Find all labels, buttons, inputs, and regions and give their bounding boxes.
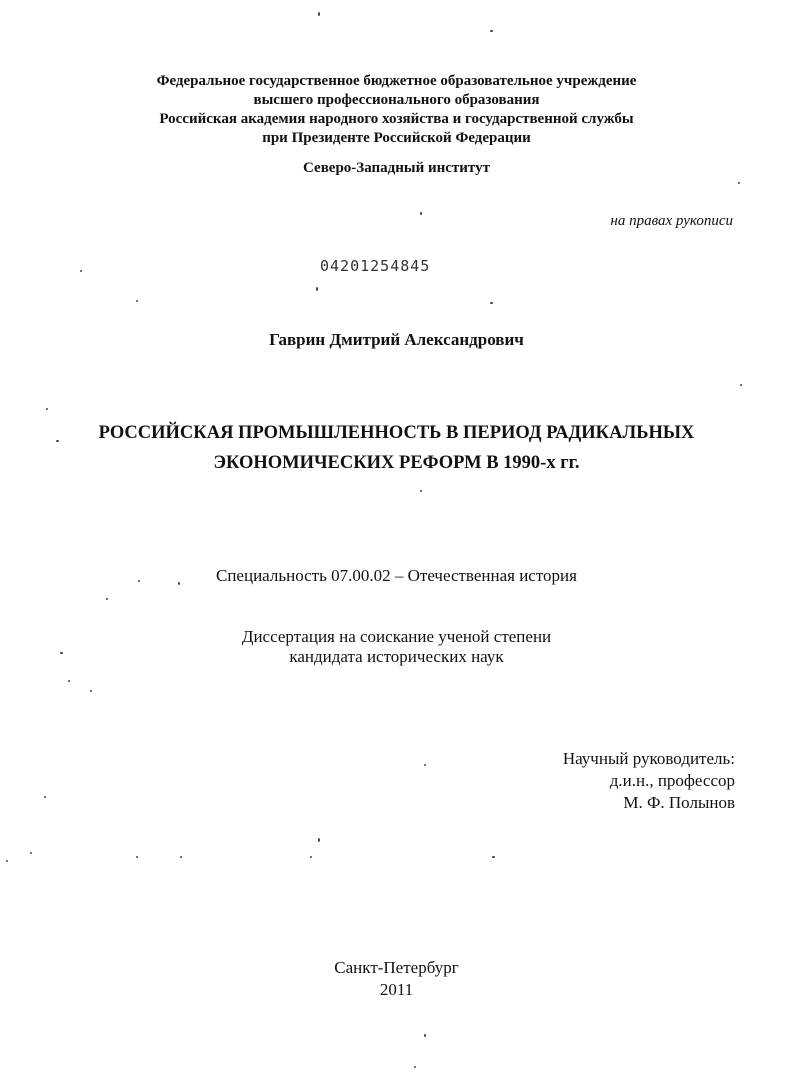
place-and-year <box>0 957 793 1001</box>
scan-speck <box>424 764 426 766</box>
scan-speck <box>56 440 59 442</box>
degree-line-2: кандидата исторических наук <box>289 647 504 666</box>
scan-speck <box>178 582 180 585</box>
branch-name: Северо-Западный институт <box>303 160 490 176</box>
scan-speck <box>318 12 320 16</box>
scan-speck <box>740 384 742 386</box>
dissertation-title <box>0 418 793 478</box>
specialty: Специальность 07.00.02 – Отечественная история <box>216 566 577 585</box>
institution-line-4: при Президенте Российской Федерации <box>262 130 531 146</box>
degree-line-1: Диссертация на соискание ученой степени <box>241 627 552 646</box>
institution-line-1: Федеральное государственное бюджетное образовательное учреждение <box>156 73 637 89</box>
institution-line-3: Российская академия народного хозяйства и государственной службы <box>159 111 634 127</box>
scan-speck <box>490 302 493 304</box>
scan-speck <box>490 30 493 32</box>
scan-speck <box>44 796 46 798</box>
scan-speck <box>180 856 182 858</box>
scan-speck <box>68 680 70 682</box>
year: 2011 <box>379 980 414 999</box>
scan-speck <box>424 1034 426 1037</box>
city: Санкт-Петербург <box>334 958 459 977</box>
scan-speck <box>318 838 320 842</box>
scan-speck <box>46 408 48 410</box>
institution-header <box>0 72 793 148</box>
supervisor-name: М. Ф. Полынов <box>623 793 735 812</box>
scan-speck <box>316 287 318 291</box>
supervisor-block <box>563 748 735 814</box>
scan-speck <box>90 690 92 692</box>
scan-speck <box>420 212 422 215</box>
scan-speck <box>60 652 63 654</box>
scan-speck <box>30 852 32 854</box>
scan-speck <box>6 860 8 862</box>
scan-speck <box>414 1066 416 1068</box>
title-line-1: РОССИЙСКАЯ ПРОМЫШЛЕННОСТЬ В ПЕРИОД РАДИКАЛЬНЫХ <box>98 423 695 443</box>
author-name: Гаврин Дмитрий Александрович <box>269 330 524 349</box>
title-line-2: ЭКОНОМИЧЕСКИХ РЕФОРМ В 1990-х гг. <box>213 453 580 473</box>
scan-speck <box>136 300 138 302</box>
degree-statement <box>0 627 793 667</box>
scan-speck <box>136 856 138 858</box>
inventory-number: 04201254845 <box>320 257 431 275</box>
scan-speck <box>80 270 82 272</box>
supervisor-label: Научный руководитель: <box>562 749 735 768</box>
supervisor-degree: д.и.н., профессор <box>609 771 735 790</box>
scan-speck <box>106 598 108 600</box>
scan-speck <box>420 490 422 492</box>
scan-speck <box>138 580 140 582</box>
scan-speck <box>310 856 312 858</box>
scan-speck <box>738 182 740 184</box>
manuscript-note: на правах рукописи <box>610 213 733 229</box>
scan-speck <box>492 856 495 858</box>
institution-line-2: высшего профессионального образования <box>253 92 540 108</box>
